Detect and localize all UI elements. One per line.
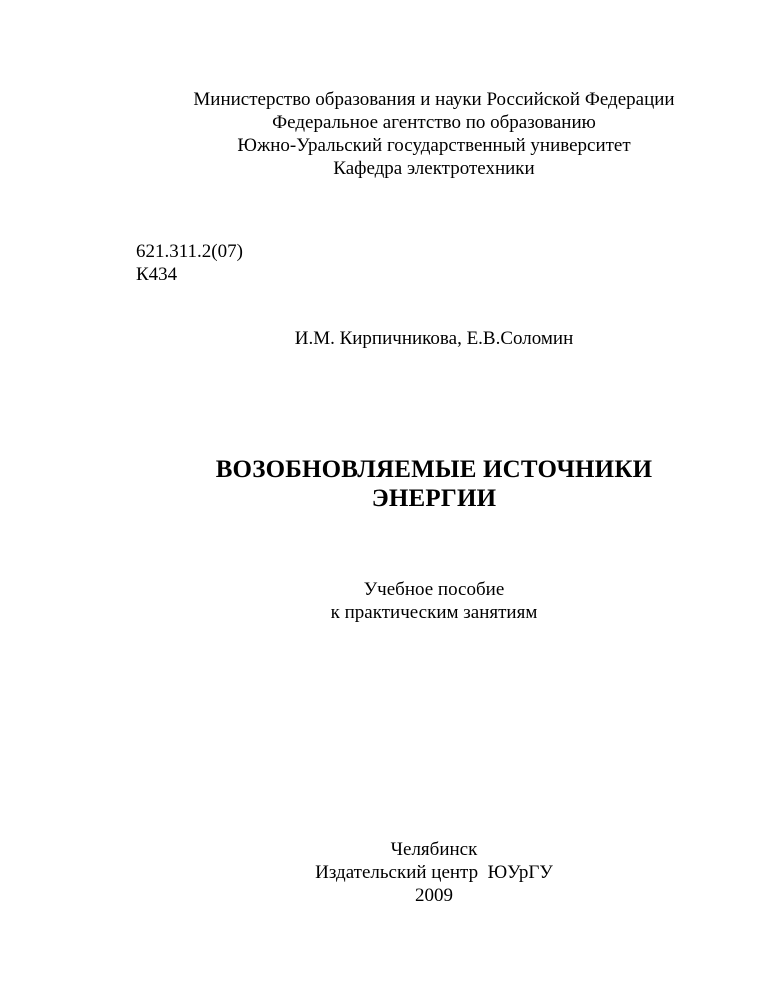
subtitle-line-2: к практическим занятиям — [330, 602, 538, 623]
author-mark: К434 — [136, 264, 178, 285]
institution-header — [50, 88, 768, 180]
authors-line: И.М. Кирпичникова, Е.В.Соломин — [294, 328, 574, 349]
udc-code: 621.311.2(07) — [136, 241, 243, 262]
book-title — [50, 455, 768, 513]
classification-block — [136, 240, 436, 286]
agency-line: Федеральное агентство по образованию — [272, 112, 596, 133]
imprint-year: 2009 — [415, 885, 453, 906]
title-line-1: ВОЗОБНОВЛЯЕМЫЕ ИСТОЧНИКИ — [215, 456, 653, 483]
book-subtitle — [50, 578, 768, 624]
imprint-block — [50, 838, 768, 907]
subtitle-line-1: Учебное пособие — [363, 579, 505, 600]
ministry-line: Министерство образования и науки Российской Федерации — [193, 89, 675, 110]
authors-block — [50, 327, 768, 350]
title-line-2: ЭНЕРГИИ — [371, 485, 497, 512]
imprint-city: Челябинск — [390, 839, 478, 860]
department-line: Кафедра электротехники — [333, 158, 535, 179]
imprint-publisher: Издательский центр ЮУрГУ — [315, 862, 553, 883]
university-line: Южно-Уральский государственный университет — [237, 135, 631, 156]
